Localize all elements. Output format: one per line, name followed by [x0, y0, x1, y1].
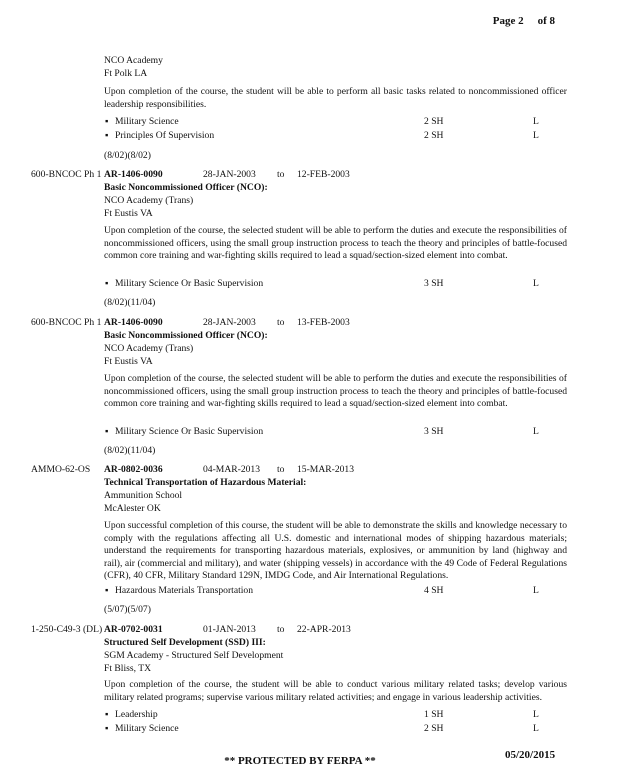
- bullet-icon: ▪: [105, 116, 109, 127]
- page-number: [493, 15, 555, 28]
- location: Ft Polk LA: [104, 68, 148, 79]
- credit-hours: 4 SH: [424, 585, 444, 596]
- credit-hours: 2 SH: [424, 723, 444, 734]
- credit-hours: 3 SH: [424, 278, 444, 289]
- recommendation-dates: (5/07)(5/07): [104, 604, 151, 615]
- date-separator: to: [277, 317, 285, 328]
- credit-subject: Leadership: [115, 709, 158, 720]
- bullet-icon: ▪: [105, 278, 109, 289]
- recommendation-dates: (8/02)(11/04): [104, 445, 156, 456]
- print-date: 05/20/2015: [505, 749, 556, 761]
- credit-subject: Military Science Or Basic Supervision: [115, 426, 264, 437]
- ace-number: AR-1406-0090: [104, 169, 163, 180]
- end-date: 22-APR-2013: [297, 624, 351, 635]
- institution: NCO Academy (Trans): [104, 195, 194, 206]
- credit-subject: Military Science: [115, 116, 179, 127]
- course-title: Technical Transportation of Hazardous Material:: [104, 477, 307, 488]
- credit-hours: 3 SH: [424, 426, 444, 437]
- date-separator: to: [277, 624, 285, 635]
- institution: Ammunition School: [104, 490, 183, 501]
- credit-level: L: [533, 426, 539, 437]
- credit-level: L: [533, 585, 539, 596]
- institution: NCO Academy: [104, 55, 163, 66]
- credit-subject: Principles Of Supervision: [115, 130, 215, 141]
- course-description: Upon successful completion of this course, the student will be able to demonstrate the skills and knowledge necessary to comply with the regulations affecting all U.S. domestic and international modes of shipping hazardous materials; understand the requirements for transporting hazardous materials, explosives, or ammunition by land (highway and rail), air (commercial and military), and water (shipping vessels) in accordance with the 49 Code of Federal Regulations (CFR), 40 CFR, Military Standard 129N, IMDG Code, and Air International Regulations.: [104, 520, 567, 581]
- location: McAlester OK: [104, 503, 161, 514]
- start-date: 04-MAR-2013: [203, 464, 261, 475]
- credit-level: L: [533, 130, 539, 141]
- course-code: AMMO-62-OS: [31, 464, 91, 475]
- end-date: 12-FEB-2003: [297, 169, 350, 180]
- bullet-icon: ▪: [105, 426, 109, 437]
- location: Ft Bliss, TX: [104, 663, 152, 674]
- credit-level: L: [533, 278, 539, 289]
- bullet-icon: ▪: [105, 130, 109, 141]
- course-description: Upon completion of the course, the selected student will be able to perform the duties and execute the responsibilities of noncommissioned officers, using the small group instruction process to teach the theory and principles of battle-focused common core training and war-fighting skills required to lead a squad/section-sized element into combat.: [104, 373, 567, 409]
- ace-number: AR-0702-0031: [104, 624, 163, 635]
- ferpa-notice: ** PROTECTED BY FERPA **: [224, 755, 376, 767]
- course-description: Upon completion of the course, the selected student will be able to perform the duties and execute the responsibilities of noncommissioned officers, using the small group instruction process to teach the theory and principles of battle-focused common core training and war-fighting skills required to lead a squad/section-sized element into combat.: [104, 225, 567, 261]
- date-separator: to: [277, 169, 285, 180]
- bullet-icon: ▪: [105, 709, 109, 720]
- location: Ft Eustis VA: [104, 208, 153, 219]
- date-separator: to: [277, 464, 285, 475]
- credit-level: L: [533, 116, 539, 127]
- credit-hours: 1 SH: [424, 709, 444, 720]
- ace-number: AR-0802-0036: [104, 464, 163, 475]
- location: Ft Eustis VA: [104, 356, 153, 367]
- credit-subject: Hazardous Materials Transportation: [115, 585, 254, 596]
- end-date: 13-FEB-2003: [297, 317, 350, 328]
- end-date: 15-MAR-2013: [297, 464, 355, 475]
- credit-subject: Military Science Or Basic Supervision: [115, 278, 264, 289]
- start-date: 28-JAN-2003: [203, 317, 256, 328]
- course-title: Basic Noncommissioned Officer (NCO):: [104, 182, 268, 193]
- credit-hours: 2 SH: [424, 130, 444, 141]
- recommendation-dates: (8/02)(8/02): [104, 150, 151, 161]
- page-total: of 8: [537, 15, 555, 27]
- start-date: 28-JAN-2003: [203, 169, 256, 180]
- bullet-icon: ▪: [105, 585, 109, 596]
- page-label: Page 2: [492, 15, 524, 27]
- course-code: 600-BNCOC Ph 1: [31, 169, 102, 180]
- course-code: 600-BNCOC Ph 1: [31, 317, 102, 328]
- course-code: 1-250-C49-3 (DL): [31, 624, 103, 635]
- bullet-icon: ▪: [105, 723, 109, 734]
- course-title: Structured Self Development (SSD) III:: [104, 637, 266, 648]
- institution: NCO Academy (Trans): [104, 343, 194, 354]
- ace-number: AR-1406-0090: [104, 317, 163, 328]
- course-description: Upon completion of the course, the student will be able to perform all basic tasks related to noncommissioned officer leadership responsibilities.: [104, 86, 567, 110]
- course-description: Upon completion of the course, the student will be able to conduct various military related tasks; develop various military related programs; supervise various military related activities; and engage in various leadership activities.: [104, 679, 567, 703]
- start-date: 01-JAN-2013: [203, 624, 256, 635]
- credit-hours: 2 SH: [424, 116, 444, 127]
- institution: SGM Academy - Structured Self Development: [104, 650, 284, 661]
- recommendation-dates: (8/02)(11/04): [104, 297, 156, 308]
- credit-level: L: [533, 723, 539, 734]
- credit-level: L: [533, 709, 539, 720]
- credit-subject: Military Science: [115, 723, 179, 734]
- course-title: Basic Noncommissioned Officer (NCO):: [104, 330, 268, 341]
